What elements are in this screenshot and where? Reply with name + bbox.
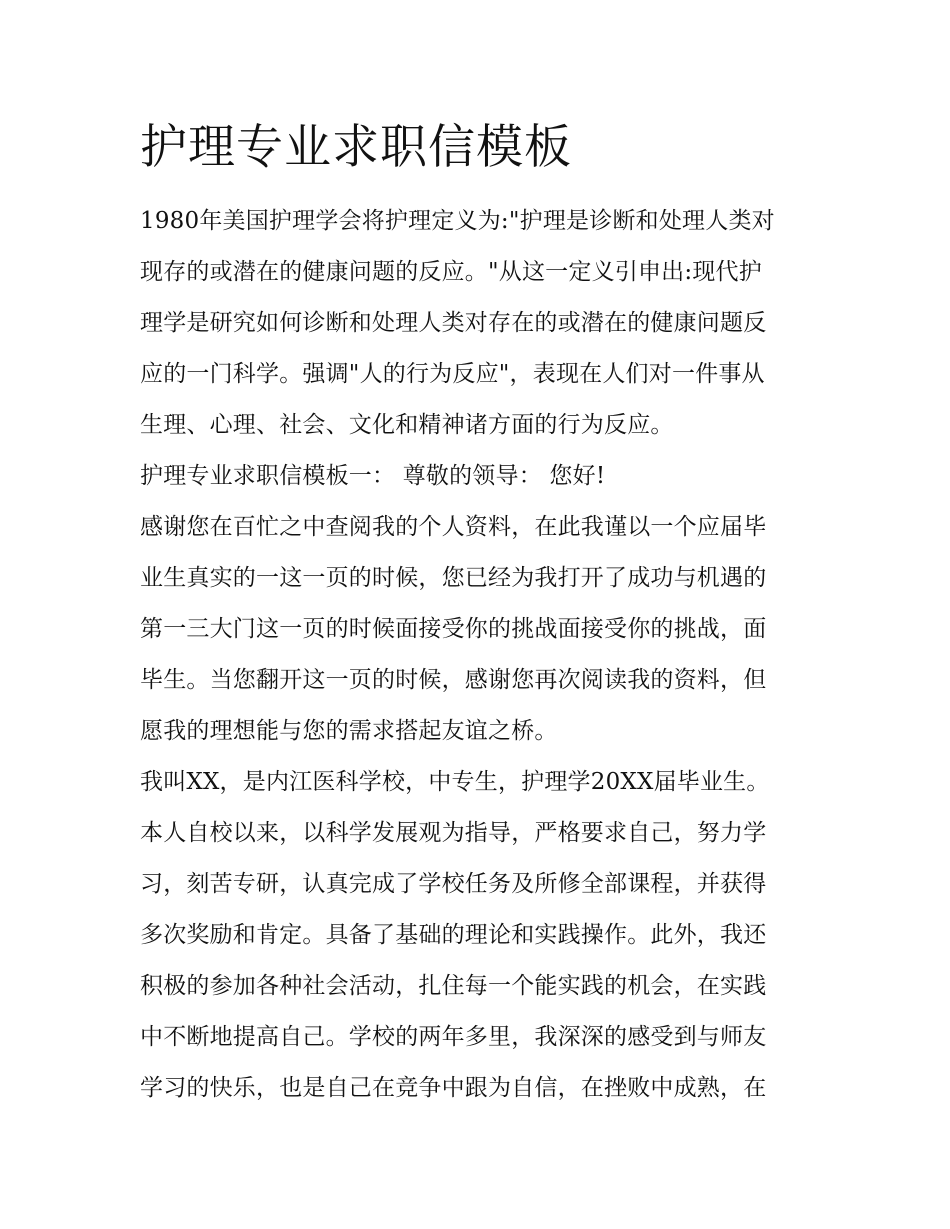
intro-line-1: 1980年美国护理学会将护理定义为:"护理是诊断和处理人类对 xyxy=(140,208,775,234)
body-line-1: 感谢您在百忙之中查阅我的个人资料，在此我谨以一个应届毕 xyxy=(140,514,767,540)
body-line-9: 积极的参加各种社会活动，扎住每一个能实践的机会，在实践 xyxy=(140,973,767,999)
body-line-2: 业生真实的一这一页的时候，您已经为我打开了成功与机遇的 xyxy=(140,565,767,591)
body-line-11: 学习的快乐，也是自己在竞争中跟为自信，在挫败中成熟，在 xyxy=(140,1075,767,1101)
intro-line-4: 应的一门科学。强调"人的行为反应"，表现在人们对一件事从 xyxy=(140,361,765,387)
body-line-3: 第一三大门这一页的时候面接受你的挑战面接受你的挑战，面 xyxy=(140,616,767,642)
document-title: 护理专业求职信模板 xyxy=(140,120,572,175)
intro-line-2: 现存的或潜在的健康问题的反应。"从这一定义引申出:现代护 xyxy=(140,259,762,285)
body-line-10: 中不断地提高自己。学校的两年多里，我深深的感受到与师友 xyxy=(140,1024,767,1050)
body-line-8: 多次奖励和肯定。具备了基础的理论和实践操作。此外，我还 xyxy=(140,922,767,948)
body-line-7: 习，刻苦专研，认真完成了学校任务及所修全部课程，并获得 xyxy=(140,871,767,897)
intro-self-line: 我叫XX，是内江医科学校，中专生，护理学20XX届毕业生。 xyxy=(140,769,770,795)
body-line-5: 愿我的理想能与您的需求搭起友谊之桥。 xyxy=(140,718,558,744)
greeting-line: 护理专业求职信模板一： 尊敬的领导： 您好! xyxy=(140,463,606,489)
body-line-4: 毕生。当您翻开这一页的时候，感谢您再次阅读我的资料，但 xyxy=(140,667,767,693)
intro-line-5: 生理、心理、社会、文化和精神诸方面的行为反应。 xyxy=(140,412,674,438)
intro-line-3: 理学是研究如何诊断和处理人类对存在的或潜在的健康问题反 xyxy=(140,310,767,336)
body-line-6: 本人自校以来，以科学发展观为指导，严格要求自己，努力学 xyxy=(140,820,767,846)
